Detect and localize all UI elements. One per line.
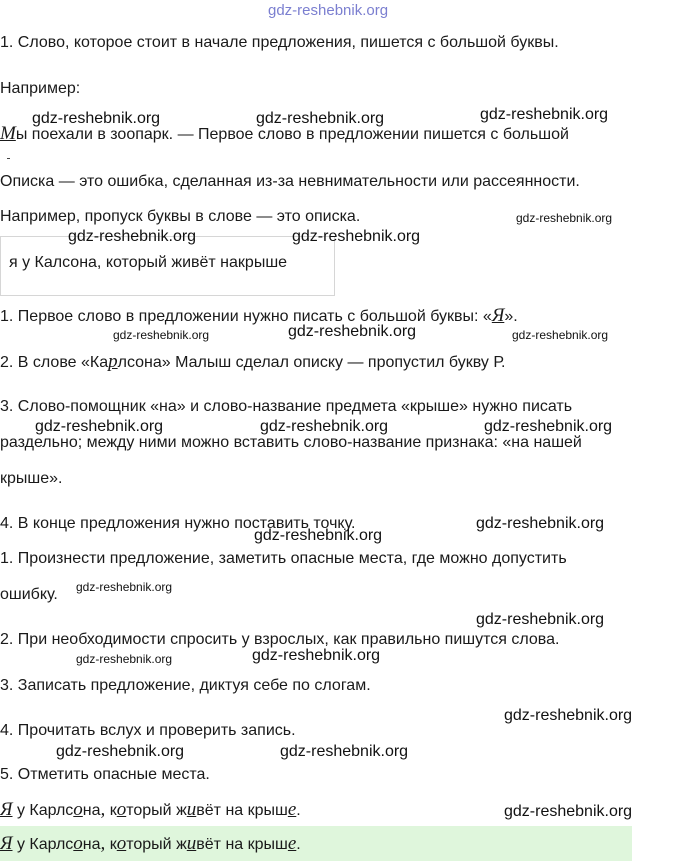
watermark: gdz-reshebnik.org	[260, 418, 389, 435]
step-1-line-2: ошибку.	[0, 586, 58, 603]
sentence-part: торый ж	[126, 802, 187, 819]
watermark: gdz-reshebnik.org	[113, 328, 210, 342]
sentence-part: вёт на крыш	[196, 802, 288, 819]
erroneous-sentence-text: я у Калсона, который живёт накрыше	[9, 254, 288, 271]
watermark: gdz-reshebnik.org	[76, 652, 173, 666]
watermark: gdz-reshebnik.org	[484, 418, 613, 435]
watermark: gdz-reshebnik.org	[504, 803, 633, 820]
sentence-part: вёт на крыш	[196, 836, 288, 853]
watermark: gdz-reshebnik.org	[504, 707, 633, 724]
analysis-item-3-line-3: крыше».	[0, 470, 63, 487]
sentence-part: торый ж	[126, 836, 187, 853]
handwritten-letter-r: р	[108, 351, 118, 372]
handwritten-letter-ya: Я	[491, 305, 505, 326]
site-watermark-top[interactable]: gdz-reshebnik.org	[268, 2, 389, 19]
watermark: gdz-reshebnik.org	[516, 211, 613, 225]
watermark: gdz-reshebnik.org	[292, 228, 421, 245]
analysis-item-1-text: 1. Первое слово в предложении нужно писать с большой буквы: «	[0, 308, 492, 325]
text-fragment-mark	[7, 158, 10, 159]
analysis-item-2-start: 2. В слове «Ка	[0, 354, 109, 371]
marked-letter: о	[116, 799, 127, 820]
watermark: gdz-reshebnik.org	[68, 228, 197, 245]
marked-letter: е	[287, 833, 297, 854]
watermark: gdz-reshebnik.org	[252, 647, 381, 664]
marked-letter: и	[186, 833, 197, 854]
marked-letter: о	[73, 833, 83, 854]
analysis-item-2	[0, 352, 505, 373]
watermark: gdz-reshebnik.org	[480, 106, 609, 123]
step-5: 5. Отметить опасные места.	[0, 766, 210, 783]
watermark: gdz-reshebnik.org	[76, 580, 173, 594]
sentence-part: на	[82, 802, 101, 819]
final-sentence-marked	[0, 800, 301, 821]
step-2: 2. При необходимости спросить у взрослых, как правильно пишутся слова.	[0, 631, 560, 648]
analysis-item-1-end: ».	[504, 308, 518, 325]
watermark: gdz-reshebnik.org	[256, 110, 385, 127]
watermark: gdz-reshebnik.org	[288, 323, 417, 340]
example-sentence-text: ы поехали в зоопарк. — Первое слово в предложении пишется с большой	[15, 126, 569, 143]
sentence-part: к	[105, 802, 117, 819]
step-4: 4. Прочитать вслух и проверить запись.	[0, 722, 296, 739]
marked-letter: о	[116, 833, 127, 854]
rule-capital-letter: 1. Слово, которое стоит в начале предложения, пишется с большой буквы.	[0, 34, 559, 51]
example-label: Например:	[0, 80, 81, 97]
watermark: gdz-reshebnik.org	[476, 611, 605, 628]
watermark: gdz-reshebnik.org	[254, 527, 383, 544]
analysis-item-4: 4. В конце предложения нужно поставить точку.	[0, 515, 356, 532]
marked-letter: е	[287, 799, 297, 820]
analysis-item-1	[0, 306, 518, 327]
sentence-part: .	[296, 802, 301, 819]
sentence-part: на	[82, 836, 101, 853]
marked-comma: ,	[100, 833, 106, 854]
marked-comma: ,	[100, 799, 106, 820]
watermark: gdz-reshebnik.org	[32, 110, 161, 127]
typo-example: Например, пропуск буквы в слове — это описка.	[0, 208, 361, 225]
watermark: gdz-reshebnik.org	[512, 328, 609, 342]
step-1-line-1: 1. Произнести предложение, заметить опасные места, где можно допустить	[0, 550, 567, 567]
typo-definition: Описка — это ошибка, сделанная из-за невнимательности или рассеянности.	[0, 173, 580, 190]
marked-letter: Я	[0, 799, 13, 820]
watermark: gdz-reshebnik.org	[476, 515, 605, 532]
analysis-item-2-end: лсона» Малыш сделал описку — пропустил букву Р.	[117, 354, 506, 371]
watermark: gdz-reshebnik.org	[35, 418, 164, 435]
watermark: gdz-reshebnik.org	[280, 743, 409, 760]
analysis-item-3-line-2: раздельно; между ними можно вставить слово-название признака: «на нашей	[0, 434, 582, 451]
sentence-part: к	[105, 836, 117, 853]
sentence-part: .	[296, 836, 301, 853]
analysis-item-3-line-1: 3. Слово-помощник «на» и слово-название предмета «крыше» нужно писать	[0, 398, 573, 415]
sentence-part: у Карлс	[12, 836, 74, 853]
step-3: 3. Записать предложение, диктуя себе по слогам.	[0, 677, 371, 694]
watermark: gdz-reshebnik.org	[56, 743, 185, 760]
marked-letter: о	[73, 799, 83, 820]
final-sentence-answer	[0, 834, 301, 855]
handwritten-capital-letter: М	[0, 123, 16, 144]
marked-letter: и	[186, 799, 197, 820]
sentence-part: у Карлс	[12, 802, 74, 819]
marked-letter: Я	[0, 833, 13, 854]
